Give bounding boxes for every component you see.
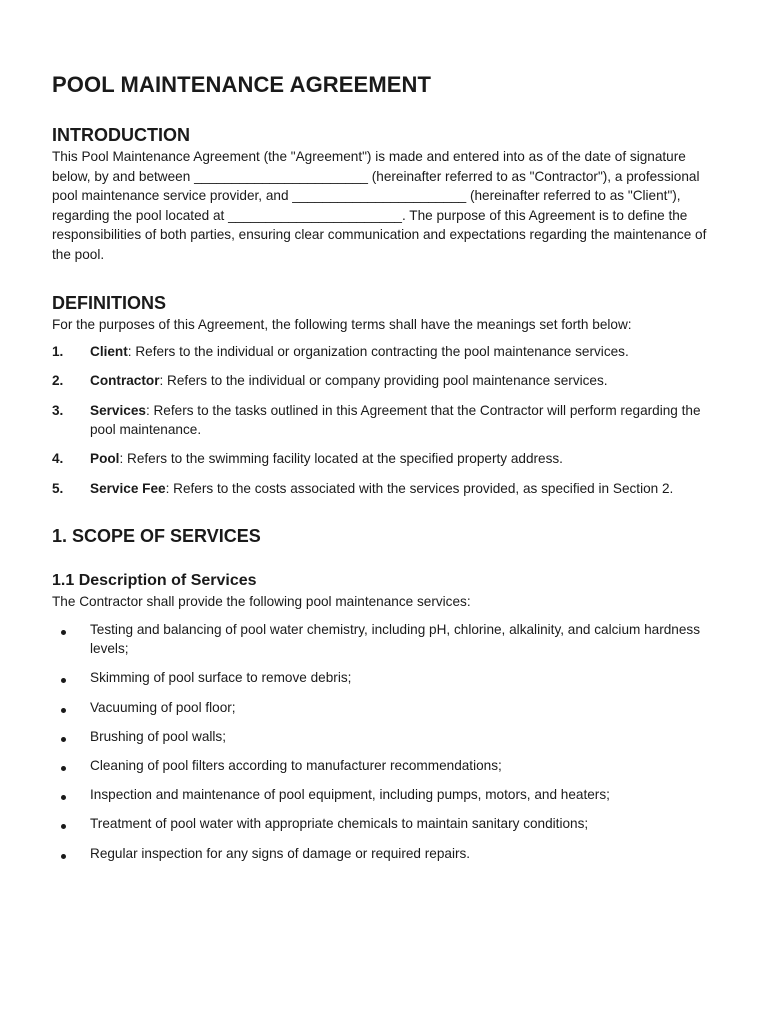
definition-number: 5. [52,480,64,496]
services-list [52,620,710,864]
definition-term: Services [90,402,146,418]
list-item [52,785,710,805]
definition-term: Pool [90,451,120,467]
scope-heading: 1. SCOPE OF SERVICES [52,526,261,547]
list-item [52,698,710,718]
definition-text: : Refers to the costs associated with the services provided, as specified in Section 2. [165,480,674,496]
definition-body [90,479,710,499]
service-text: Regular inspection for any signs of damage or required repairs. [90,845,471,861]
list-item [52,727,710,747]
definition-body [90,342,710,362]
definition-number: 3. [52,402,64,418]
definition-number: 2. [52,373,64,389]
definition-body [90,401,710,440]
scope-lead: The Contractor shall provide the following pool maintenance services: [52,594,471,610]
list-item [52,668,710,688]
definition-body [90,371,710,391]
definitions-lead: For the purposes of this Agreement, the following terms shall have the meanings set forth below: [52,316,632,332]
service-text: Brushing of pool walls; [90,728,227,744]
definition-item-client [52,342,710,362]
bullet-icon [52,668,90,688]
definition-item-service-fee [52,479,710,499]
service-text: Cleaning of pool filters according to manufacturer recommendations; [90,758,502,774]
bullet-icon [52,620,90,659]
list-item [52,620,710,659]
definition-body [90,449,710,469]
scope-subheading: 1.1 Description of Services [52,572,257,590]
definitions-list [52,342,710,498]
definition-text: : Refers to the swimming facility located at the specified property address. [119,451,563,467]
bullet-icon [52,785,90,805]
service-text: Vacuuming of pool floor; [90,699,236,715]
introduction-heading: INTRODUCTION [52,125,190,145]
bullet-icon [52,698,90,718]
definition-text: : Refers to the individual or company providing pool maintenance services. [159,373,608,389]
service-text: Treatment of pool water with appropriate chemicals to maintain sanitary conditions; [90,816,589,832]
bullet-icon [52,844,90,864]
bullet-icon [52,814,90,834]
definitions-heading: DEFINITIONS [52,292,167,313]
list-item [52,814,710,834]
definition-text: : Refers to the individual or organization contracting the pool maintenance services. [127,344,629,360]
definition-item-pool [52,449,710,469]
definition-term: Contractor [90,373,160,389]
list-item [52,756,710,776]
definition-number: 4. [52,451,64,467]
service-text: Testing and balancing of pool water chemistry, including pH, chlorine, alkalinity, and calcium hardness levels; [90,621,701,657]
service-text: Skimming of pool surface to remove debris; [90,670,352,686]
bullet-icon [52,727,90,747]
list-item [52,844,710,864]
introduction-paragraph: This Pool Maintenance Agreement (the "Agreement") is made and entered into as of the date of signature below, by and between _______________________ (hereinafter referred to as "Contractor"), a professional pool maintenance service provider, and _______________________ (hereinafter referred to as "Client"), regarding the pool located at _______________________. The purpose of this Agreement is to define the responsibilities of both parties, ensuring clear communication and expectations regarding the maintenance of the pool. [52,149,707,262]
service-text: Inspection and maintenance of pool equipment, including pumps, motors, and heaters; [90,787,610,803]
definition-item-services [52,401,710,440]
definition-number: 1. [52,344,64,360]
document-title: POOL MAINTENANCE AGREEMENT [52,72,432,97]
definition-term: Client [90,344,128,360]
definition-text: : Refers to the tasks outlined in this Agreement that the Contractor will perform regarding the pool maintenance. [90,402,701,438]
bullet-icon [52,756,90,776]
definition-item-contractor [52,371,710,391]
definition-term: Service Fee [90,480,166,496]
